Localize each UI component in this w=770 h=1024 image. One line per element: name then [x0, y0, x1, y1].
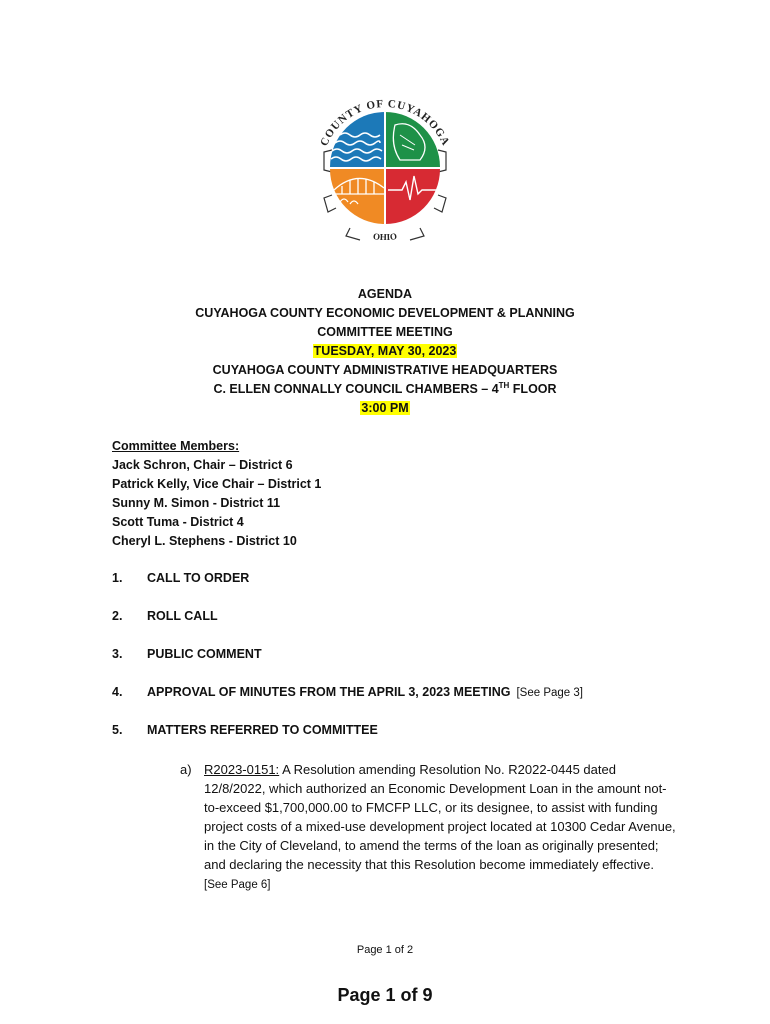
agenda-title: AGENDA — [357, 287, 413, 301]
seal-top-text: COUNTY OF CUYAHOGA — [318, 97, 452, 149]
meeting-time: 3:00 PM — [361, 401, 409, 415]
bridge-quadrant — [330, 169, 385, 224]
meeting-type: COMMITTEE MEETING — [317, 325, 453, 339]
location-room: C. ELLEN CONNALLY COUNCIL CHAMBERS – 4TH FLOOR — [213, 380, 557, 396]
committee-members — [112, 437, 321, 551]
seal-bottom-text: OHIO — [372, 231, 398, 243]
agenda-header — [0, 285, 770, 418]
page-reference: [See Page 6] — [204, 879, 271, 891]
member-item: Jack Schron, Chair – District 6 — [112, 458, 293, 472]
committee-name: CUYAHOGA COUNTY ECONOMIC DEVELOPMENT & PLANNING — [195, 306, 575, 320]
member-item: Patrick Kelly, Vice Chair – District 1 — [112, 477, 322, 491]
location-building: CUYAHOGA COUNTY ADMINISTRATIVE HEADQUARTERS — [212, 363, 558, 377]
resolution-subitem: a) R2023-0151: A Resolution amending Resolution No. R2022-0445 dated 12/8/2022, which authorized an Economic Development Loan in the amount not-to-exceed $1,700,000.00 to FMCFP LLC, or its designee, to assist with funding project costs of a mixed-use development project located at 10300 Cedar Avenue, in the City of Cleveland, to amend the terms of the loan as originally presented; and declaring the necessity that this Resolution become immediately effective. [See Page 6] — [180, 762, 676, 891]
resolution-number: R2023-0151: — [204, 762, 280, 777]
agenda-item-3: 3. PUBLIC COMMENT — [112, 647, 262, 661]
agenda-item-5: 5. MATTERS REFERRED TO COMMITTEE — [112, 723, 378, 737]
member-item: Cheryl L. Stephens - District 10 — [112, 534, 297, 548]
page-number-large: Page 1 of 9 — [337, 985, 433, 1005]
member-item: Sunny M. Simon - District 11 — [112, 496, 281, 510]
water-quadrant — [330, 112, 385, 167]
cuyahoga-county-seal — [310, 90, 460, 250]
member-item: Scott Tuma - District 4 — [112, 515, 244, 529]
heartbeat-quadrant — [385, 169, 440, 224]
resolution-text: A Resolution amending Resolution No. R2022-0445 dated 12/8/2022, which authorized an Economic Development Loan in the amount not-to-exceed $1,700,000.00 to FMCFP LLC, or its designee, to assist with funding project costs of a mixed-use development project located at 10300 Cedar Avenue, in the City of Cleveland, to amend the terms of the loan as originally presented; and declaring the necessity that this Resolution become immediately effective. — [204, 762, 676, 872]
page-reference: [See Page 3] — [516, 687, 583, 699]
svg-text:OHIO — [373, 231, 398, 242]
meeting-date: TUESDAY, MAY 30, 2023 — [313, 344, 457, 358]
members-title: Committee Members: — [112, 439, 240, 453]
agenda-item-1: 1. CALL TO ORDER — [112, 571, 250, 585]
page-number-small: Page 1 of 2 — [356, 944, 414, 956]
agenda-item-2: 2. ROLL CALL — [112, 609, 218, 623]
agenda-item-4: 4. APPROVAL OF MINUTES FROM THE APRIL 3, 2023 MEETING [See Page 3] — [112, 685, 583, 699]
